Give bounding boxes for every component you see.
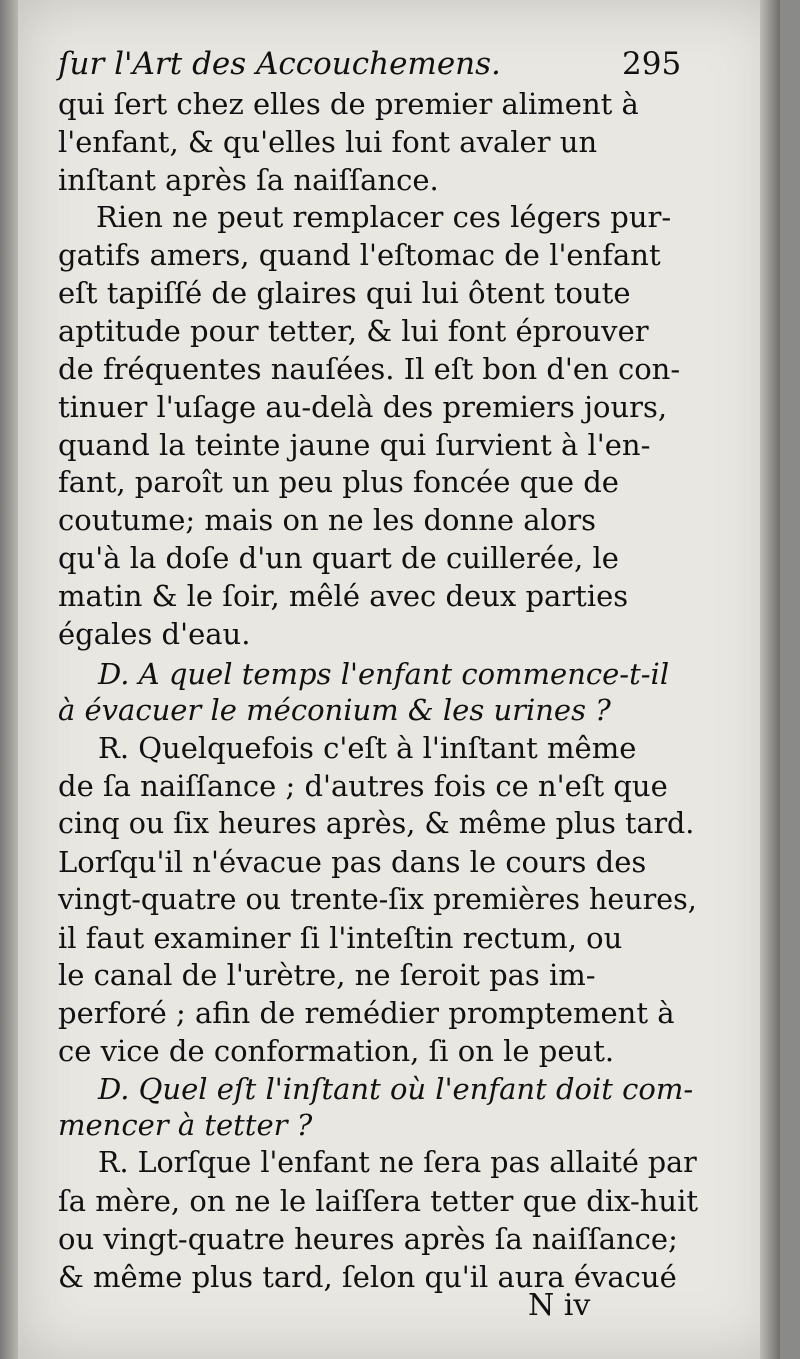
running-title: ſur l'Art des Accouchemens. <box>58 46 501 82</box>
text-line: gatifs amers, quand l'eſtomac de l'enfant <box>58 238 661 272</box>
text-line: quand la teinte jaune qui ſurvient à l'en- <box>58 428 651 462</box>
text-line: perforé ; afin de remédier promptement à <box>58 996 675 1030</box>
text-line: ce vice de conformation, ſi on le peut. <box>58 1034 615 1068</box>
text-line: Rien ne peut remplacer ces légers pur- <box>96 200 672 234</box>
text-line: égales d'eau. <box>58 617 251 651</box>
page-number: 295 <box>622 46 682 82</box>
binding-edge <box>0 0 18 1359</box>
text-line: fant, paroît un peu plus foncée que de <box>58 465 619 499</box>
text-line: le canal de l'urètre, ne ſeroit pas im- <box>58 958 596 992</box>
text-line: ou vingt-quatre heures après ſa naiſſance; <box>58 1222 678 1256</box>
text-line: il faut examiner ſi l'inteſtin rectum, ou <box>58 921 623 955</box>
text-line: vingt-quatre ou trente-ſix premières heures, <box>58 883 697 916</box>
text-line: qu'à la doſe d'un quart de cuillerée, le <box>58 541 619 575</box>
text-line: qui ſert chez elles de premier aliment à <box>58 87 639 121</box>
text-line: ſa mère, on ne le laiſſera tetter que dix-huit <box>58 1184 699 1218</box>
text-line: & même plus tard, ſelon qu'il aura évacué <box>58 1260 677 1294</box>
text-line: inſtant après ſa naiſſance. <box>58 163 439 197</box>
text-line: l'enfant, & qu'elles lui font avaler un <box>58 125 598 159</box>
text-line: aptitude pour tetter, & lui font éprouver <box>58 314 649 348</box>
text-line: matin & le ſoir, mêlé avec deux parties <box>58 579 629 613</box>
text-line: Lorſqu'il n'évacue pas dans le cours des <box>58 845 647 879</box>
text-line: cinq ou ſix heures après, & même plus tard. <box>58 807 695 840</box>
question-line: mencer à tetter ? <box>58 1108 313 1142</box>
text-line: R. Lorſque l'enfant ne ſera pas allaité par <box>98 1146 697 1179</box>
question-line: à évacuer le méconium & les urines ? <box>58 693 611 727</box>
text-line: de fréquentes nauſées. Il eſt bon d'en con- <box>58 352 681 386</box>
signature-mark: N iv <box>528 1288 591 1323</box>
text-line: coutume; mais on ne les donne alors <box>58 503 597 537</box>
text-line: de ſa naiſſance ; d'autres fois ce n'eſt que <box>58 769 668 803</box>
text-line: R. Quelquefois c'eſt à l'inſtant même <box>98 731 637 765</box>
question-line: D. Quel eſt l'inſtant où l'enfant doit com- <box>98 1072 694 1106</box>
text-line: eſt tapiſſé de glaires qui lui ôtent toute <box>58 276 631 310</box>
question-line: D. A quel temps l'enfant commence-t-il <box>98 657 670 691</box>
text-line: tinuer l'uſage au-delà des premiers jours, <box>58 390 668 424</box>
page-edge <box>760 0 780 1359</box>
